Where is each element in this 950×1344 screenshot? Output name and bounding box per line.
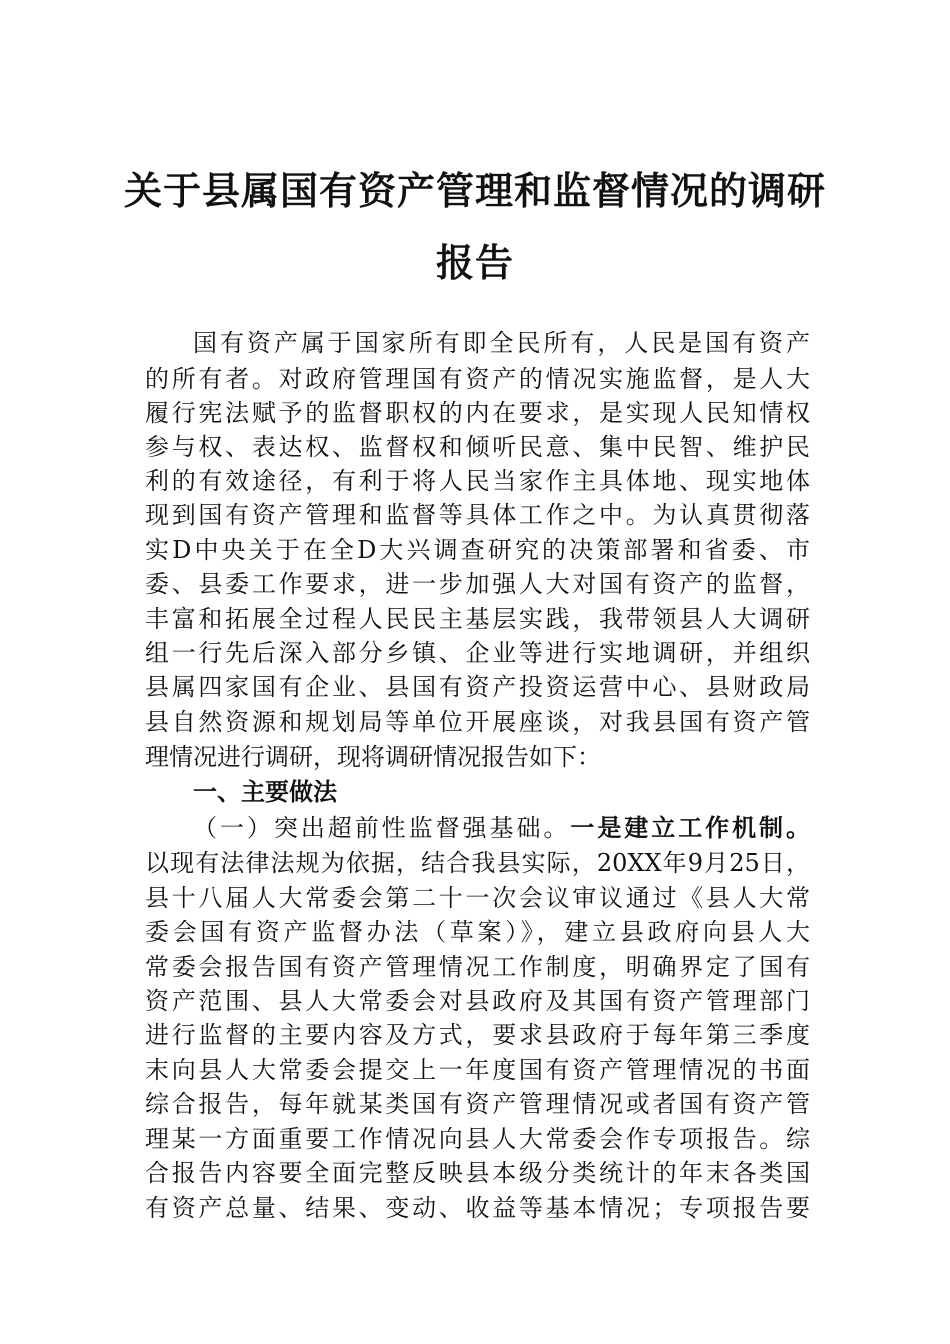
paragraph-line: 有资产总量、结果、变动、收益等基本情况；专项报告要 bbox=[145, 1194, 810, 1222]
paragraph-line: 丰富和拓展全过程人民民主基层实践，我带领县人大调研 bbox=[145, 605, 810, 633]
paragraph-line: 资产范围、县人大常委会对县政府及其国有资产管理部门 bbox=[145, 987, 810, 1015]
paragraph-line: 县自然资源和规划局等单位开展座谈，对我县国有资产管 bbox=[145, 708, 810, 736]
document-title-line-1: 关于县属国有资产管理和监督情况的调研 bbox=[123, 168, 826, 213]
paragraph-line: 进行监督的主要内容及方式，要求县政府于每年第三季度 bbox=[145, 1021, 810, 1049]
paragraph-line: 实D中央关于在全D大兴调查研究的决策部署和省委、市 bbox=[145, 536, 810, 564]
paragraph-line: 利的有效途径，有利于将人民当家作主具体地、现实地体 bbox=[145, 467, 810, 495]
paragraph-line: 理情况进行调研，现将调研情况报告如下： bbox=[145, 743, 601, 771]
section-heading: 一、主要做法 bbox=[193, 778, 337, 806]
paragraph-line: 理某一方面重要工作情况向县人大常委会作专项报告。综 bbox=[145, 1125, 810, 1153]
paragraph-line: 委、县委工作要求，进一步加强人大对国有资产的监督， bbox=[145, 570, 810, 598]
paragraph-line: 末向县人大常委会提交上一年度国有资产管理情况的书面 bbox=[145, 1056, 810, 1084]
paragraph-line: 综合报告，每年就某类国有资产管理情况或者国有资产管 bbox=[145, 1090, 810, 1118]
subsection-heading: （一）突出超前性监督强基础。 bbox=[193, 814, 571, 842]
paragraph-line: 县十八届人大常委会第二十一次会议审议通过《县人大常 bbox=[145, 884, 810, 912]
paragraph-line: 委会国有资产监督办法（草案）》，建立县政府向县人大 bbox=[145, 918, 810, 946]
paragraph-first-line bbox=[193, 813, 810, 843]
bold-lead-phrase: 一是建立工作机制。 bbox=[570, 814, 811, 842]
paragraph-line: 履行宪法赋予的监督职权的内在要求，是实现人民知情权 bbox=[145, 399, 810, 427]
document-title-line-2: 报告 bbox=[435, 240, 514, 285]
paragraph-line: 现到国有资产管理和监督等具体工作之中。为认真贯彻落 bbox=[145, 501, 810, 529]
paragraph-line: 的所有者。对政府管理国有资产的情况实施监督，是人大 bbox=[145, 365, 810, 393]
paragraph-line: 国有资产属于国家所有即全民所有，人民是国有资产 bbox=[193, 329, 810, 357]
paragraph-line: 常委会报告国有资产管理情况工作制度，明确界定了国有 bbox=[145, 953, 810, 981]
paragraph-line: 以现有法律法规为依据，结合我县实际，20XX年9月25日， bbox=[145, 849, 810, 877]
paragraph-line: 合报告内容要全面完整反映县本级分类统计的年末各类国 bbox=[145, 1159, 810, 1187]
paragraph-line: 县属四家国有企业、县国有资产投资运营中心、县财政局 bbox=[145, 673, 810, 701]
paragraph-line: 参与权、表达权、监督权和倾听民意、集中民智、维护民 bbox=[145, 433, 810, 461]
paragraph-line: 组一行先后深入部分乡镇、企业等进行实地调研，并组织 bbox=[145, 639, 810, 667]
